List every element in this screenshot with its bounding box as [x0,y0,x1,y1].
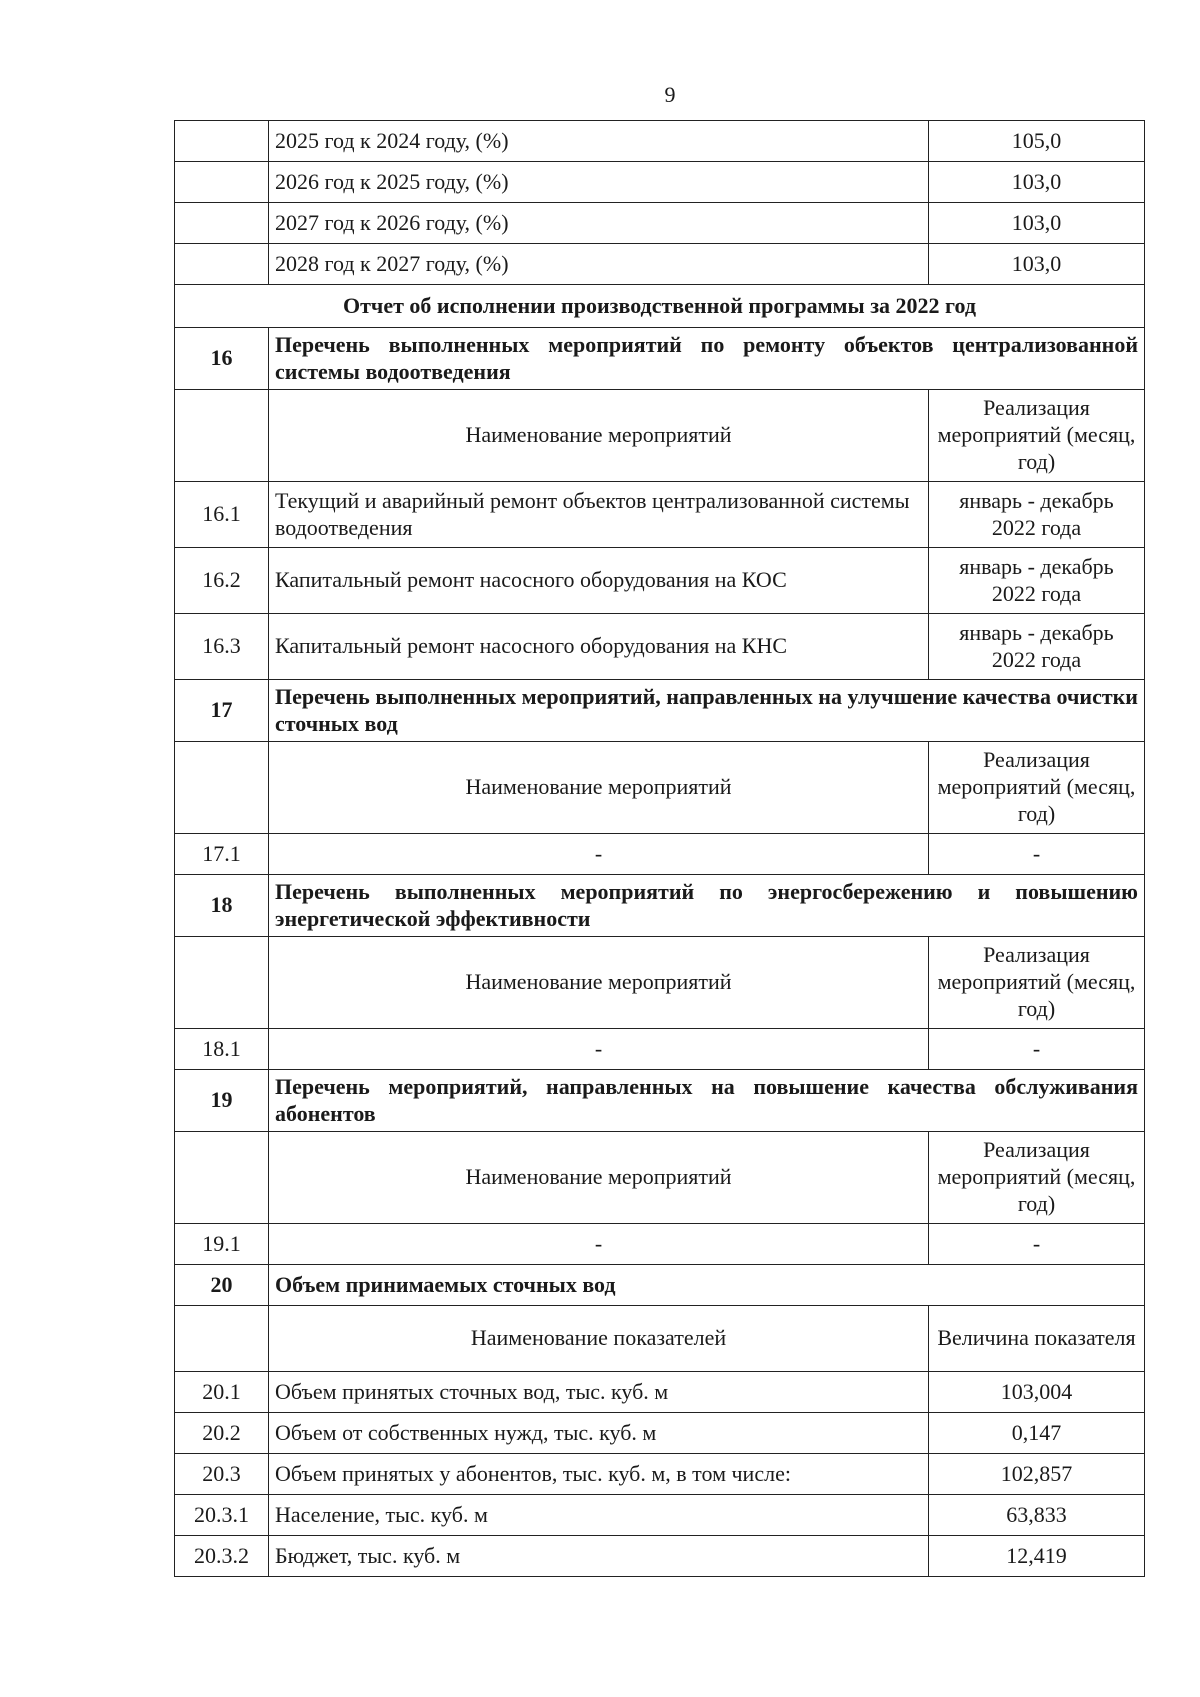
section-title: Перечень выполненных мероприятий по энергосбережению и повышению энергетической эффективности [269,875,1145,937]
growth-label: 2025 год к 2024 году, (%) [269,121,929,162]
section-number: 19 [175,1070,269,1132]
growth-label: 2026 год к 2025 году, (%) [269,162,929,203]
item-number: 17.1 [175,834,269,875]
activities-header: Наименование мероприятий [269,390,929,482]
item-name: Бюджет, тыс. куб. м [269,1536,929,1577]
growth-value: 105,0 [929,121,1145,162]
growth-value: 103,0 [929,244,1145,285]
item-number: 20.1 [175,1372,269,1413]
item-name: - [269,1224,929,1265]
item-number: 20.2 [175,1413,269,1454]
section-title: Перечень выполненных мероприятий, направленных на улучшение качества очистки сточных вод [269,680,1145,742]
item-name: Объем от собственных нужд, тыс. куб. м [269,1413,929,1454]
item-name: Капитальный ремонт насосного оборудования на КОС [269,548,929,614]
page-number: 9 [664,82,676,107]
item-number: 20.3.1 [175,1495,269,1536]
section-18-header-row [175,937,1145,1029]
empty-cell [175,742,269,834]
realization-header: Реализация мероприятий (месяц, год) [929,742,1145,834]
item-name: - [269,834,929,875]
item-value: 63,833 [929,1495,1145,1536]
growth-value: 103,0 [929,162,1145,203]
empty-cell [175,203,269,244]
item-value: 103,004 [929,1372,1145,1413]
section-number: 16 [175,328,269,390]
item-name: Население, тыс. куб. м [269,1495,929,1536]
item-name: Объем принятых сточных вод, тыс. куб. м [269,1372,929,1413]
item-value: 12,419 [929,1536,1145,1577]
activities-header: Наименование мероприятий [269,742,929,834]
empty-cell [175,390,269,482]
table-row [175,834,1145,875]
section-18-heading-row [175,875,1145,937]
production-program-table [174,120,1145,1577]
growth-row [175,162,1145,203]
item-number: 16.2 [175,548,269,614]
empty-cell [175,937,269,1029]
report-title: Отчет об исполнении производственной программы за 2022 год [175,285,1145,328]
section-title: Объем принимаемых сточных вод [269,1265,1145,1306]
realization-header: Реализация мероприятий (месяц, год) [929,937,1145,1029]
table-row [175,482,1145,548]
growth-label: 2027 год к 2026 году, (%) [269,203,929,244]
realization-header: Реализация мероприятий (месяц, год) [929,390,1145,482]
table-row [175,1454,1145,1495]
item-number: 16.1 [175,482,269,548]
growth-value: 103,0 [929,203,1145,244]
item-period: январь - декабрь 2022 года [929,548,1145,614]
section-19-heading-row [175,1070,1145,1132]
item-value: 0,147 [929,1413,1145,1454]
section-17-heading-row [175,680,1145,742]
item-number: 16.3 [175,614,269,680]
section-20-heading-row [175,1265,1145,1306]
section-number: 18 [175,875,269,937]
table-row [175,1413,1145,1454]
table-row [175,1029,1145,1070]
section-number: 17 [175,680,269,742]
item-period: январь - декабрь 2022 года [929,482,1145,548]
table-row [175,1372,1145,1413]
growth-row [175,244,1145,285]
table-row [175,1224,1145,1265]
section-16-heading-row [175,328,1145,390]
empty-cell [175,162,269,203]
indicators-header: Наименование показателей [269,1306,929,1372]
empty-cell [175,121,269,162]
item-period: январь - декабрь 2022 года [929,614,1145,680]
activities-header: Наименование мероприятий [269,937,929,1029]
realization-header: Реализация мероприятий (месяц, год) [929,1132,1145,1224]
item-number: 20.3.2 [175,1536,269,1577]
item-number: 19.1 [175,1224,269,1265]
item-name: Капитальный ремонт насосного оборудования на КНС [269,614,929,680]
value-header: Величина показателя [929,1306,1145,1372]
item-period: - [929,834,1145,875]
item-name: - [269,1029,929,1070]
empty-cell [175,1306,269,1372]
section-20-header-row [175,1306,1145,1372]
empty-cell [175,1132,269,1224]
growth-row [175,203,1145,244]
empty-cell [175,244,269,285]
section-title: Перечень мероприятий, направленных на повышение качества обслуживания абонентов [269,1070,1145,1132]
item-period: - [929,1224,1145,1265]
activities-header: Наименование мероприятий [269,1132,929,1224]
item-name: Объем принятых у абонентов, тыс. куб. м, в том числе: [269,1454,929,1495]
table-row [175,548,1145,614]
item-value: 102,857 [929,1454,1145,1495]
item-name: Текущий и аварийный ремонт объектов централизованной системы водоотведения [269,482,929,548]
table-row [175,1536,1145,1577]
section-17-header-row [175,742,1145,834]
section-title: Перечень выполненных мероприятий по ремонту объектов централизованной системы водоотведения [269,328,1145,390]
table-row [175,614,1145,680]
table-row [175,1495,1145,1536]
item-number: 20.3 [175,1454,269,1495]
section-number: 20 [175,1265,269,1306]
section-19-header-row [175,1132,1145,1224]
item-period: - [929,1029,1145,1070]
item-number: 18.1 [175,1029,269,1070]
growth-row [175,121,1145,162]
growth-label: 2028 год к 2027 году, (%) [269,244,929,285]
report-title-row [175,285,1145,328]
section-16-header-row [175,390,1145,482]
